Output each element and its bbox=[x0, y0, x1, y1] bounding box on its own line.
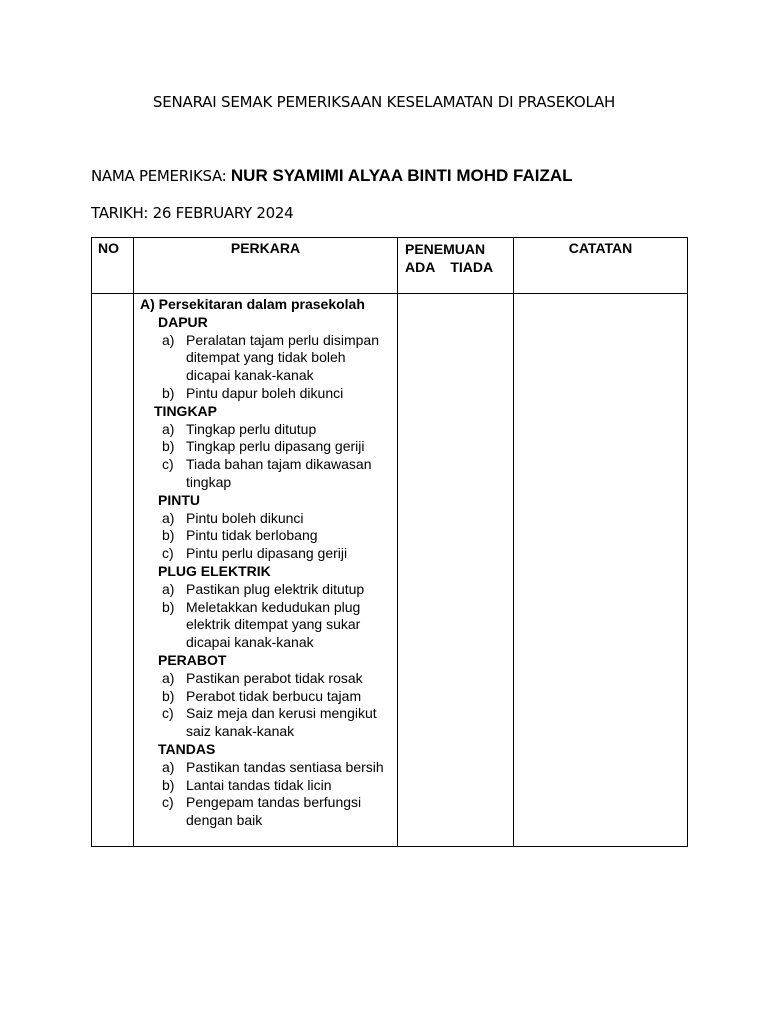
item-text: Pastikan perabot tidak rosak bbox=[186, 669, 363, 686]
item-text: Peralatan tajam perlu disimpan ditempat yang tidak boleh dicapai kanak-kanak bbox=[186, 331, 379, 384]
item-marker: a) bbox=[162, 331, 175, 348]
item-marker: a) bbox=[162, 509, 175, 526]
item-text: Tiada bahan tajam dikawasan tingkap bbox=[186, 456, 372, 490]
cell-catatan bbox=[514, 294, 688, 847]
list-item bbox=[140, 705, 393, 741]
list-item bbox=[140, 794, 393, 830]
table-row bbox=[92, 294, 688, 847]
item-marker: a) bbox=[162, 669, 175, 686]
item-text: Tingkap perlu ditutup bbox=[186, 420, 317, 437]
item-text: Pastikan tandas sentiasa bersih bbox=[186, 758, 384, 775]
item-text: Tingkap perlu dipasang geriji bbox=[186, 438, 365, 455]
header-ada-tiada: ADA TIADA bbox=[405, 259, 494, 275]
item-marker: b) bbox=[162, 438, 175, 455]
item-marker: a) bbox=[162, 758, 175, 775]
inspector-label: NAMA PEMERIKSA: bbox=[91, 167, 227, 185]
item-marker: c) bbox=[162, 794, 174, 811]
item-marker: c) bbox=[162, 456, 174, 473]
item-text: Pintu dapur boleh dikunci bbox=[186, 384, 344, 401]
list-item bbox=[140, 670, 393, 688]
header-perkara: PERKARA bbox=[134, 238, 398, 294]
category-items bbox=[140, 759, 393, 830]
list-item bbox=[140, 385, 393, 403]
item-text: Pintu perlu dipasang geriji bbox=[186, 545, 348, 562]
table-header-row bbox=[92, 238, 688, 294]
item-marker: a) bbox=[162, 420, 175, 437]
header-catatan: CATATAN bbox=[514, 238, 688, 294]
item-text: Saiz meja dan kerusi mengikut saiz kanak-kanak bbox=[186, 705, 377, 740]
list-item bbox=[140, 421, 393, 439]
category-heading: TANDAS bbox=[158, 740, 216, 757]
checklist-table bbox=[91, 237, 688, 847]
cell-no bbox=[92, 294, 134, 847]
item-text: Meletakkan kedudukan plug elektrik ditempat yang sukar dicapai kanak-kanak bbox=[186, 598, 361, 651]
cell-perkara bbox=[134, 294, 398, 847]
item-text: Perabot tidak berbucu tajam bbox=[186, 687, 362, 704]
category-heading: PLUG ELEKTRIK bbox=[158, 562, 271, 579]
item-marker: a) bbox=[162, 580, 175, 597]
item-marker: c) bbox=[162, 545, 174, 562]
header-penemuan bbox=[398, 238, 514, 294]
date-line: TARIKH: 26 FEBRUARY 2024 bbox=[91, 204, 294, 222]
list-item bbox=[140, 438, 393, 456]
list-item bbox=[140, 777, 393, 795]
item-marker: b) bbox=[162, 598, 175, 615]
list-item bbox=[140, 527, 393, 545]
item-marker: c) bbox=[162, 705, 174, 722]
list-item bbox=[140, 545, 393, 563]
inspector-name-line bbox=[91, 166, 572, 186]
list-item bbox=[140, 759, 393, 777]
item-marker: b) bbox=[162, 384, 175, 401]
section-heading: A) Persekitaran dalam prasekolah bbox=[140, 296, 365, 312]
category-items bbox=[140, 670, 393, 741]
list-item bbox=[140, 599, 393, 652]
list-item bbox=[140, 510, 393, 528]
item-text: Pengepam tandas berfungsi dengan baik bbox=[186, 794, 362, 829]
header-no: NO bbox=[92, 238, 134, 294]
list-item bbox=[140, 456, 393, 492]
item-marker: b) bbox=[162, 687, 175, 704]
category-heading: TINGKAP bbox=[154, 402, 217, 419]
item-text: Pintu boleh dikunci bbox=[186, 509, 304, 526]
list-item bbox=[140, 688, 393, 706]
list-item bbox=[140, 581, 393, 599]
list-item bbox=[140, 332, 393, 385]
category-items bbox=[140, 332, 393, 403]
category-items bbox=[140, 581, 393, 652]
category-heading: DAPUR bbox=[158, 313, 208, 330]
cell-penemuan bbox=[398, 294, 514, 847]
header-penemuan-label: PENEMUAN bbox=[405, 241, 486, 257]
item-marker: b) bbox=[162, 776, 175, 793]
category-heading: PERABOT bbox=[158, 651, 227, 668]
item-text: Pintu tidak berlobang bbox=[186, 527, 318, 544]
inspector-name: NUR SYAMIMI ALYAA BINTI MOHD FAIZAL bbox=[230, 166, 573, 185]
item-text: Lantai tandas tidak licin bbox=[186, 776, 332, 793]
category-items bbox=[140, 421, 393, 492]
document-title: SENARAI SEMAK PEMERIKSAAN KESELAMATAN DI PRASEKOLAH bbox=[152, 93, 616, 111]
perkara-content bbox=[134, 294, 397, 830]
item-marker: b) bbox=[162, 527, 175, 544]
category-heading: PINTU bbox=[158, 491, 200, 508]
item-text: Pastikan plug elektrik ditutup bbox=[186, 580, 365, 597]
category-items bbox=[140, 510, 393, 563]
